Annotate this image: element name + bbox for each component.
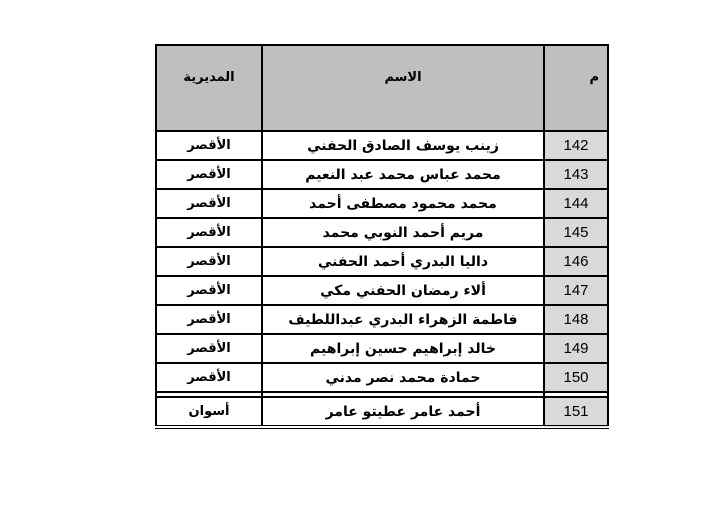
header-number: م xyxy=(544,45,608,131)
row-name: داليا البدري أحمد الحفني xyxy=(262,247,544,276)
row-number: 143 xyxy=(544,160,608,189)
row-directorate: الأقصر xyxy=(156,131,262,160)
table-row xyxy=(156,397,608,427)
row-name: خالد إبراهيم حسين إبراهيم xyxy=(262,334,544,363)
table-row xyxy=(156,160,608,189)
row-directorate: الأقصر xyxy=(156,276,262,305)
row-directorate: الأقصر xyxy=(156,189,262,218)
row-directorate: الأقصر xyxy=(156,305,262,334)
row-number: 148 xyxy=(544,305,608,334)
row-name: ألاء رمضان الحفني مكي xyxy=(262,276,544,305)
row-name: محمد محمود مصطفى أحمد xyxy=(262,189,544,218)
table-row xyxy=(156,247,608,276)
row-number: 146 xyxy=(544,247,608,276)
row-number: 151 xyxy=(544,397,608,427)
header-name: الاسم xyxy=(262,45,544,131)
table-row xyxy=(156,334,608,363)
header-row xyxy=(156,45,608,131)
table-row xyxy=(156,218,608,247)
row-directorate: الأقصر xyxy=(156,334,262,363)
table-row xyxy=(156,276,608,305)
row-directorate: أسوان xyxy=(156,397,262,427)
row-number: 145 xyxy=(544,218,608,247)
header-directorate: المديرية xyxy=(156,45,262,131)
row-name: مريم أحمد النوبي محمد xyxy=(262,218,544,247)
row-directorate: الأقصر xyxy=(156,218,262,247)
row-number: 144 xyxy=(544,189,608,218)
row-directorate: الأقصر xyxy=(156,160,262,189)
row-number: 142 xyxy=(544,131,608,160)
row-directorate: الأقصر xyxy=(156,363,262,392)
table-row xyxy=(156,363,608,392)
table-row xyxy=(156,189,608,218)
row-number: 149 xyxy=(544,334,608,363)
row-number: 150 xyxy=(544,363,608,392)
names-table xyxy=(155,44,609,429)
row-name: فاطمة الزهراء البدري عبداللطيف xyxy=(262,305,544,334)
row-name: زينب يوسف الصادق الحفني xyxy=(262,131,544,160)
table-row xyxy=(156,305,608,334)
row-directorate: الأقصر xyxy=(156,247,262,276)
row-number: 147 xyxy=(544,276,608,305)
table-row xyxy=(156,131,608,160)
row-name: محمد عباس محمد عبد النعيم xyxy=(262,160,544,189)
row-name: حمادة محمد نصر مدني xyxy=(262,363,544,392)
row-name: أحمد عامر عطيتو عامر xyxy=(262,397,544,427)
